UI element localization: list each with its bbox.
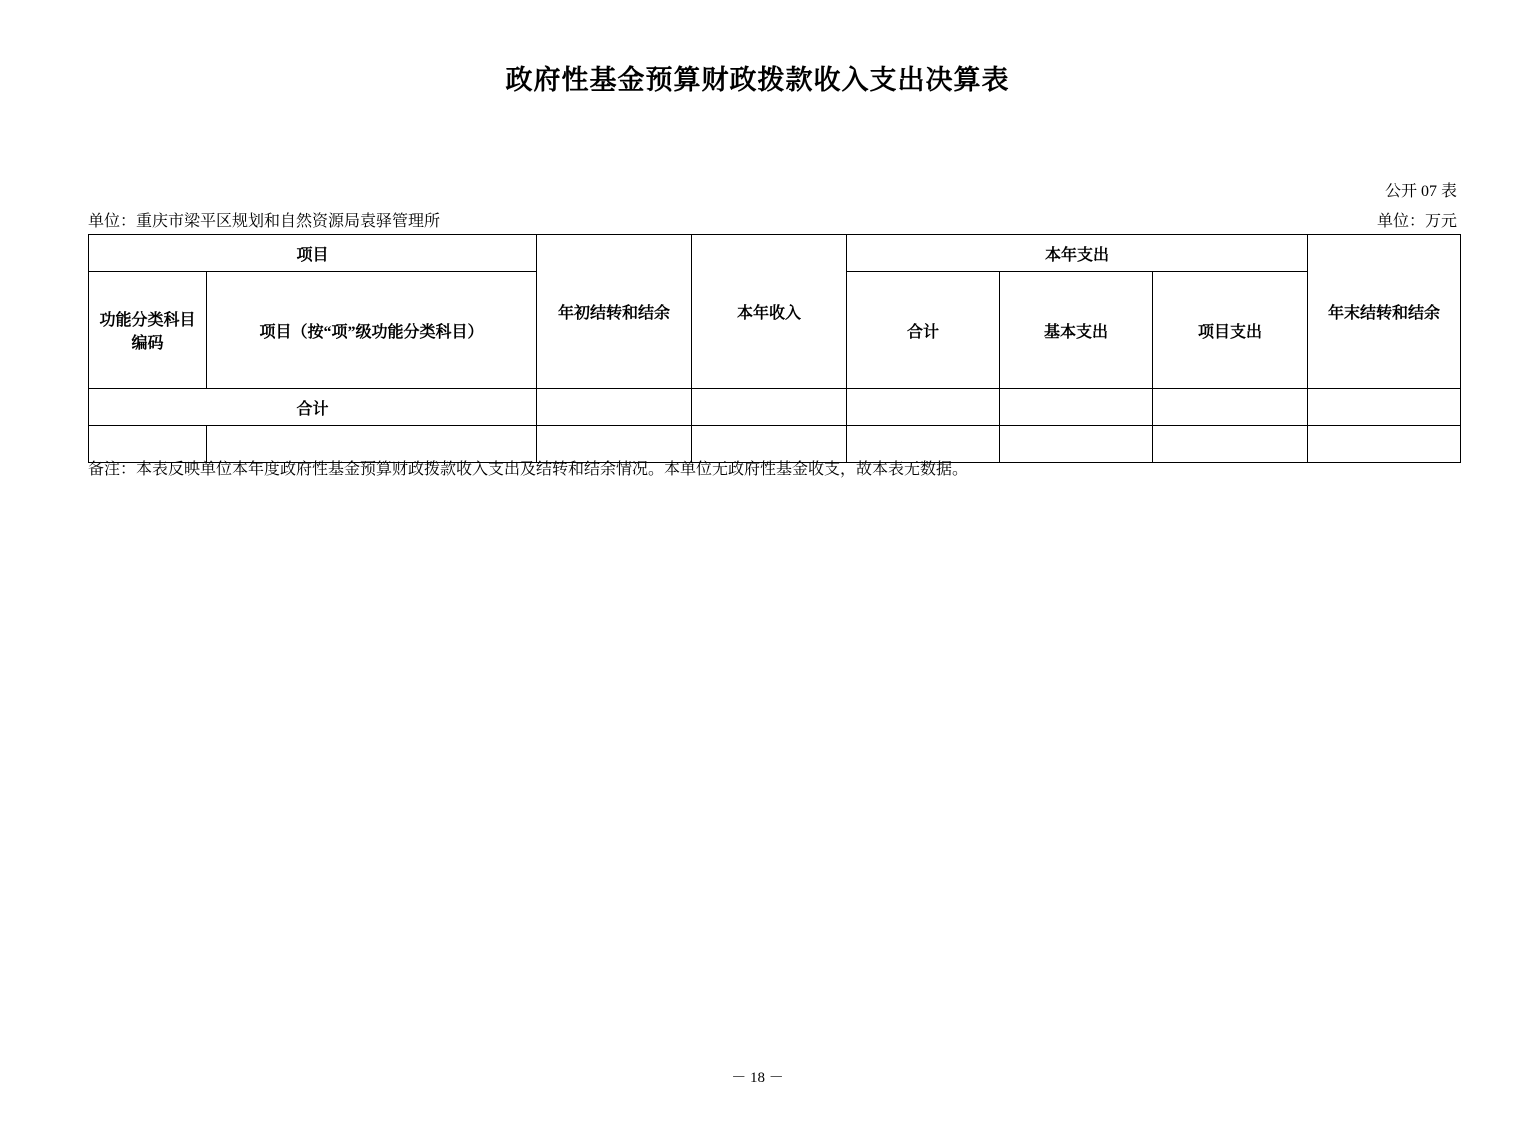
meta-row xyxy=(88,208,1457,230)
cell-end-carryover xyxy=(1308,426,1461,463)
cell-exp-total xyxy=(847,426,1000,463)
cell-begin-carryover xyxy=(537,389,692,426)
header-exp-project: 项目支出 xyxy=(1153,272,1308,389)
cell-year-income xyxy=(692,389,847,426)
table-row xyxy=(89,389,1461,426)
cell-begin-carryover xyxy=(537,426,692,463)
unit-label: 单位：重庆市梁平区规划和自然资源局袁驿管理所 xyxy=(88,213,441,230)
header-project-name: 项目（按“项”级功能分类科目） xyxy=(207,272,537,389)
cell-exp-basic xyxy=(1000,426,1153,463)
header-exp-basic: 基本支出 xyxy=(1000,272,1153,389)
cell-exp-project xyxy=(1153,389,1308,426)
form-number: 公开 07 表 xyxy=(1384,183,1457,200)
header-year-income: 本年收入 xyxy=(692,235,847,389)
header-end-carryover: 年末结转和结余 xyxy=(1308,235,1461,389)
cell-project-name xyxy=(207,426,537,463)
cell-exp-total xyxy=(847,389,1000,426)
cell-year-income xyxy=(692,426,847,463)
table-note: 备注：本表反映单位本年度政府性基金预算财政拨款收入支出及结转和结余情况。本单位无政府性基金收支，故本表无数据。 xyxy=(88,461,969,478)
header-begin-carryover: 年初结转和结余 xyxy=(537,235,692,389)
table-header-group-row xyxy=(89,235,1461,272)
budget-table xyxy=(88,234,1461,463)
page-title: 政府性基金预算财政拨款收入支出决算表 xyxy=(505,65,1010,95)
cell-exp-project xyxy=(1153,426,1308,463)
table-row xyxy=(89,426,1461,463)
cell-func-code xyxy=(89,426,207,463)
cell-exp-basic xyxy=(1000,389,1153,426)
cell-end-carryover xyxy=(1308,389,1461,426)
amount-unit-label: 单位：万元 xyxy=(1376,213,1457,230)
document-page xyxy=(0,58,1515,1127)
header-group-current-year-expenditure: 本年支出 xyxy=(847,235,1308,272)
header-func-code: 功能分类科目编码 xyxy=(89,272,207,389)
header-group-project: 项目 xyxy=(89,235,537,272)
header-exp-total: 合计 xyxy=(847,272,1000,389)
row-label-total: 合计 xyxy=(89,389,537,426)
page-footer: － 18 － xyxy=(731,1070,784,1086)
